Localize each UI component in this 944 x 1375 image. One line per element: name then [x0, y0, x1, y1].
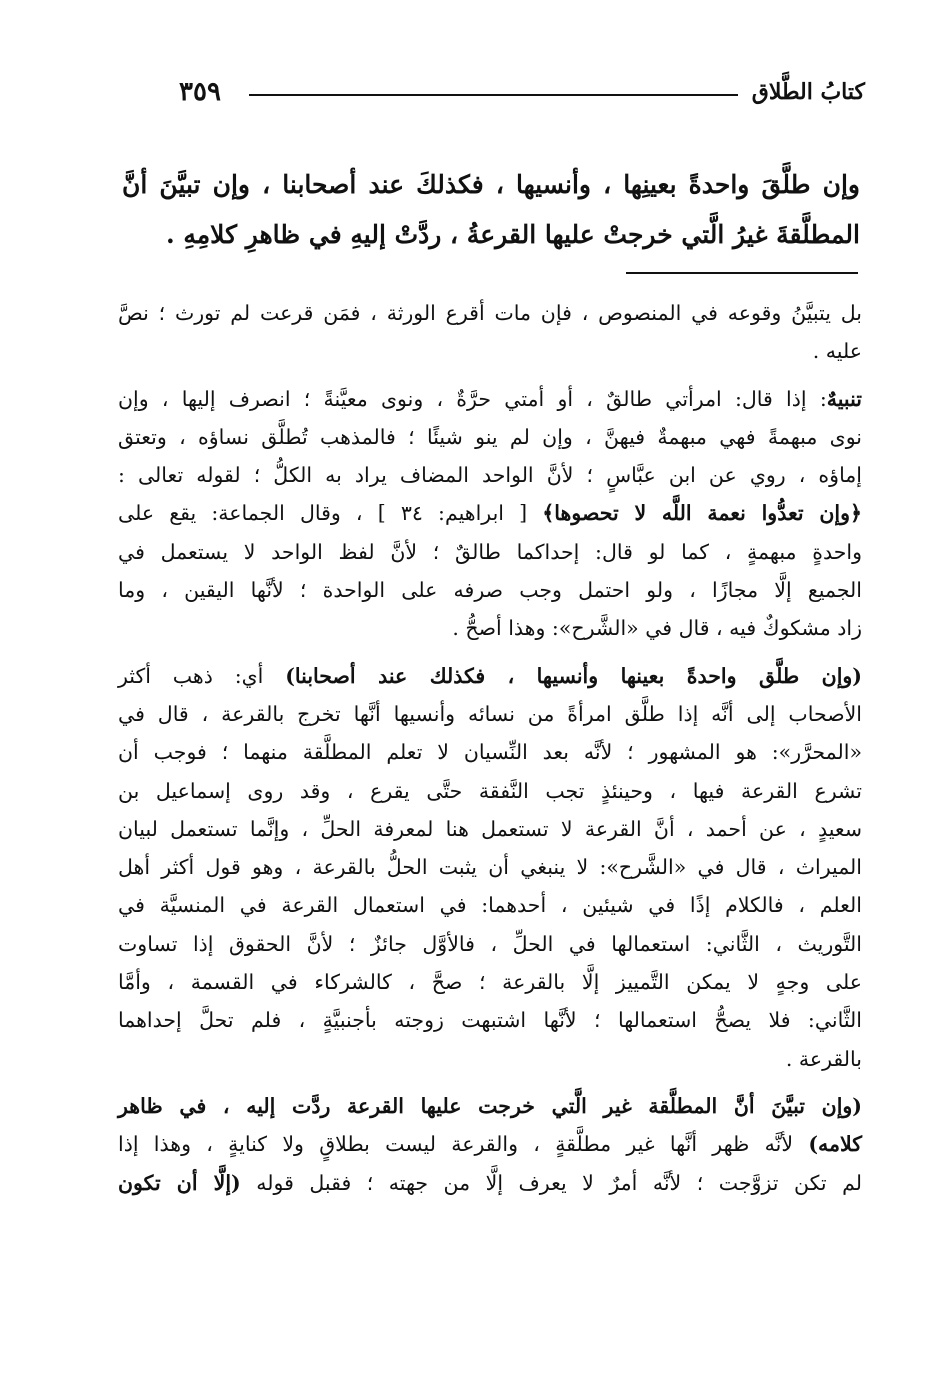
text-line: إماؤه ، روي عن ابن عبَّاسٍ ؛ لأنَّ الواحد المضاف يراد به الكلُّ ؛ لقوله تعالى : — [118, 463, 862, 488]
quoted-main-text: (إلَّا أن تكون — [118, 1170, 241, 1195]
commentary-paragraph — [118, 294, 862, 371]
text-line: تشرع القرعة فيها ، وحينئذٍ تجب النَّفقة حتَّى يقرع ، وقد روى إسماعيل بن — [118, 778, 862, 803]
text-line — [118, 1125, 862, 1163]
text-line: العلم ، فالكلام إذًا في شيئين ، أحدهما: في استعمال القرعة في المنسيَّة في — [118, 893, 862, 918]
text-line: واحدةٍ مبهمةٍ ، كما لو قال: إحداكما طالقٌ ؛ لأنَّ لفظ الواحد لا يستعمل في — [118, 539, 862, 564]
quoted-main-text: كلامه) — [808, 1132, 862, 1157]
text-run: [ ابراهيم: ٣٤ ] ، وقال الجماعة: يقع على — [118, 501, 543, 526]
page-number: ٣٥٩ — [179, 77, 221, 107]
text-line — [118, 494, 862, 532]
note-heading: تنبيهٌ — [826, 386, 862, 411]
quran-quote: ﴿وإن تعدُّوا نعمة اللَّه لا تحصوها﴾ — [542, 501, 862, 526]
main-text — [122, 160, 860, 260]
text-line: التَّوريث ، الثَّاني: استعمالها في الحلِّ ، فالأوَّل جائزٌ ؛ لأنَّ الحقوق إذا تساوت — [118, 931, 862, 956]
text-line: على وجهٍ لا يمكن التَّمييز إلَّا بالقرعة ؛ صحَّ ، كالشركاء في القسمة ، وأمَّا — [118, 970, 862, 995]
text-run: لأنَّه ظهر أنَّها غير مطلَّقةٍ ، والقرعة ليست بطلاقٍ ولا كنايةٍ ، وهذا إذا — [118, 1132, 809, 1157]
footnote-separator — [626, 272, 858, 274]
text-line — [118, 657, 862, 695]
text-line: نوى مبهمةً فهي مبهمةٌ فيهنَّ ، وإن لم ينو شيئًا ؛ فالمذهب تُطلَّق نساؤه ، وتعتق — [118, 424, 862, 449]
commentary-paragraph — [118, 657, 862, 1078]
text-run: : إذا قال: امرأتي طالقٌ ، أو أمتي حرَّةٌ ، ونوى معيَّنةً ؛ انصرف إليها ، وإن — [118, 386, 827, 411]
running-header — [165, 72, 865, 112]
text-line: الجميع إلَّا مجازًا ، ولو احتمل وجب صرفه على الواحدة ؛ لأنَّها اليقين ، وما — [118, 578, 862, 603]
main-text-line: وإن طلَّقَ واحدةً بعينِها ، وأنسيها ، فكذلكَ عند أصحابنا ، وإن تبيَّنَ أنَّ — [122, 170, 860, 199]
quoted-main-text: (وإن تبيَّنَ أنَّ المطلَّقة غير الَّتي خرجت عليها القرعة ردَّت إليه ، في ظاهر — [118, 1093, 862, 1118]
text-line: «المحرَّر»: هو المشهور ؛ لأنَّه بعد النِّسيان لا تعلم المطلَّقة منهما ؛ فوجب أن — [118, 740, 862, 765]
text-line: بالقرعة . — [785, 1046, 862, 1071]
text-run: لم تكن تزوَّجت ؛ لأنَّه أمرٌ لا يعرف إلَّا من جهته ؛ فقبل قوله — [240, 1170, 862, 1195]
main-text-line: المطلَّقةَ غيرُ الَّتي خرجتْ عليها القرعةُ ، ردَّتْ إليهِ في ظاهرِ كلامِهِ . — [165, 220, 860, 249]
text-line: عليه . — [812, 339, 862, 364]
book-title: كتابُ الطَّلاق — [751, 79, 865, 105]
text-line — [118, 1164, 862, 1202]
text-run: أي: ذهب أكثر — [118, 663, 286, 688]
text-line: الثَّاني: فلا يصحُّ استعمالها ؛ لأنَّها اشتبهت زوجته بأجنبيَّةٍ ، فلم تحلَّ إحداهما — [118, 1008, 862, 1033]
text-line: سعيدٍ ، عن أحمد ، أنَّ القرعة لا تستعمل هنا لمعرفة الحلِّ ، وإنَّما تستعمل لبيان — [118, 816, 862, 841]
text-line — [118, 380, 862, 418]
text-line: الميراث ، قال في «الشَّرح»: لا ينبغي أن يثبت الحلُّ بالقرعة ، وهو قول أكثر أهل — [118, 855, 862, 880]
commentary-paragraph — [118, 1087, 862, 1202]
commentary-paragraph — [118, 380, 862, 648]
header-rule — [249, 94, 738, 96]
text-line: الأصحاب إلى أنَّه إذا طلَّق امرأةً من نسائه وأنسيها أنَّها تخرج بالقرعة ، قال في — [118, 701, 862, 726]
quoted-main-text: (وإن طلَّق واحدةً بعينها وأنسيها ، فكذلك عند أصحابنا) — [285, 663, 862, 688]
text-line: بل يتبيَّنُ وقوعه في المنصوص ، فإن مات أقرع الورثة ، فمَن قرعت لم تورث ؛ نصَّ — [118, 301, 862, 325]
commentary — [118, 294, 862, 1211]
text-line: زاد مشكوكٌ فيه ، قال في «الشَّرح»: وهذا أصحُّ . — [452, 616, 862, 641]
